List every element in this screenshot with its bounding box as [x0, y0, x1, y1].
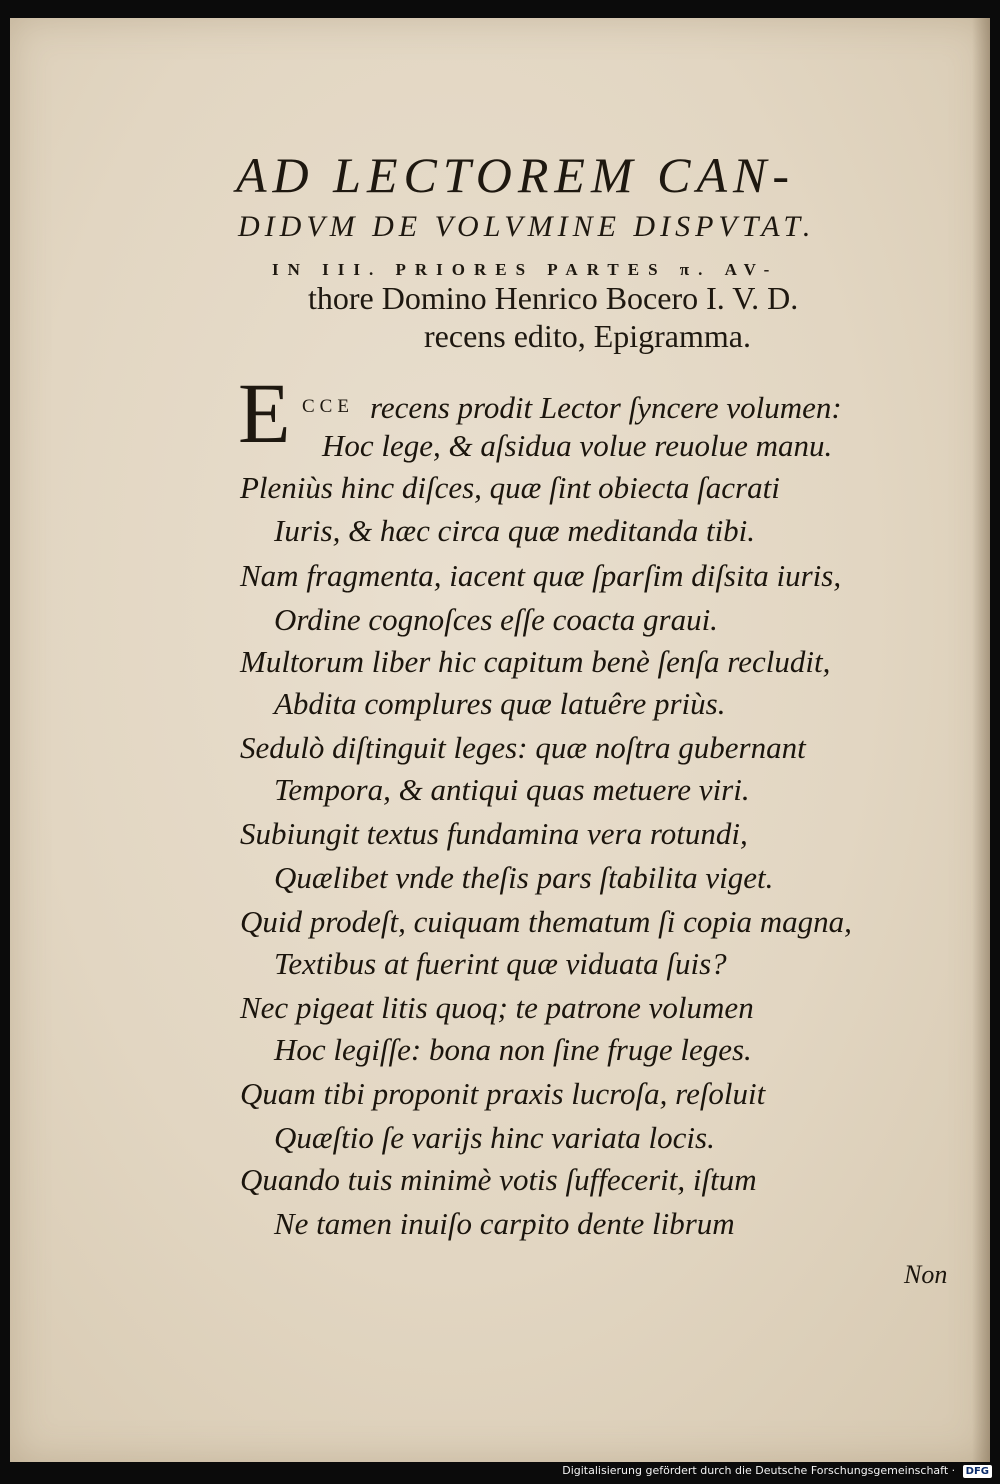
- verse-line: Nam fragmenta, iacent quæ ſparſim diſsita iuris,: [240, 558, 842, 593]
- verse-line: Quando tuis minimè votis ſuffecerit, iſtum: [240, 1162, 757, 1197]
- dfg-logo-icon: DFG: [963, 1465, 992, 1478]
- verse-line: Quæſtio ſe varijs hinc variata locis.: [274, 1120, 715, 1155]
- verse-line: Subiungit textus fundamina vera rotundi,: [240, 816, 748, 851]
- verse-line: Pleniùs hinc diſces, quæ ſint obiecta ſacrati: [240, 470, 780, 505]
- drop-cap: E: [238, 365, 291, 461]
- title-line-1: AD LECTOREM CAN-: [236, 147, 795, 203]
- verse-line: Textibus at fuerint quæ viduata ſuis?: [274, 946, 727, 981]
- verse-line: Hoc legiſſe: bona non ſine fruge leges.: [274, 1032, 752, 1067]
- catchword: Non: [904, 1260, 948, 1289]
- verse-line: Iuris, & hæc circa quæ meditanda tibi.: [274, 513, 756, 548]
- verse-line: Quam tibi proponit praxis lucroſa, reſoluit: [240, 1076, 766, 1111]
- verse-line: Tempora, & antiqui quas metuere viri.: [274, 772, 750, 807]
- title-line-3: IN III. PRIORES PARTES π. AV-: [272, 260, 779, 279]
- verse-line: Quælibet vnde theſis pars ſtabilita viget.: [274, 860, 774, 895]
- verse-line: Hoc lege, & aſsidua volue reuolue manu.: [322, 428, 833, 463]
- title-line-4: thore Domino Henrico Bocero I. V. D.: [308, 280, 799, 316]
- book-page: [10, 18, 990, 1462]
- verse-line: recens prodit Lector ſyncere volumen:: [370, 390, 842, 425]
- title-line-5: recens edito, Epigramma.: [424, 318, 751, 354]
- verse-line: Ordine cognoſces eſſe coacta graui.: [274, 602, 718, 637]
- verse-line: Sedulò diſtinguit leges: quæ noſtra gubernant: [240, 730, 806, 765]
- footer-text: Digitalisierung gefördert durch die Deutsche Forschungsgemeinschaft ·: [562, 1464, 956, 1477]
- digitization-footer: [562, 1464, 992, 1478]
- opening-small-caps: CCE: [302, 396, 354, 417]
- verse-line: Multorum liber hic capitum benè ſenſa recludit,: [240, 644, 831, 679]
- title-line-2: DIDVM DE VOLVMINE DISPVTAT.: [238, 210, 816, 243]
- verse-line: Abdita complures quæ latuêre priùs.: [274, 686, 726, 721]
- verse-line: Quid prodeſt, cuiquam thematum ſi copia magna,: [240, 904, 852, 939]
- verse-line: Ne tamen inuiſo carpito dente librum: [274, 1206, 735, 1241]
- verse-line: Nec pigeat litis quoq; te patrone volumen: [240, 990, 754, 1025]
